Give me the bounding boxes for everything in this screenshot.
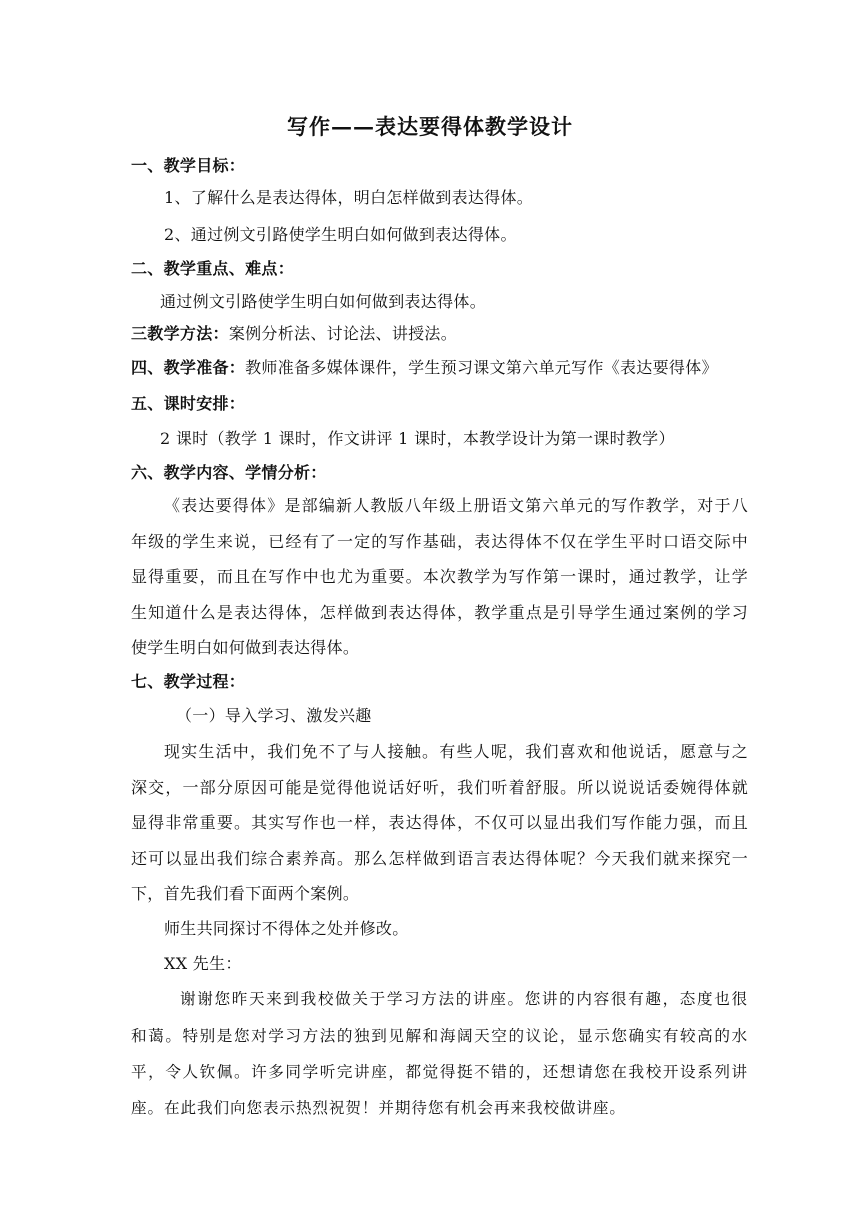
intro-line: 现实生活中，我们免不了与人接触。有些人呢，我们喜欢和他说话，愿意与之 [164, 742, 748, 761]
section-heading-analysis: 六、教学内容、学情分析： [131, 463, 327, 482]
section-heading-process: 七、教学过程： [131, 672, 246, 691]
letter-line: 座。在此我们向您表示热烈祝贺！并期待您有机会再来我校做讲座。 [131, 1099, 626, 1117]
analysis-line: 年级的学生来说，已经有了一定的写作基础，表达得体不仅在学生平时口语交际中 [131, 532, 748, 551]
section-methods [131, 323, 457, 345]
analysis-line: 显得重要，而且在写作中也尤为重要。本次教学为写作第一课时，通过教学，让学 [131, 567, 748, 586]
document-title: 写作——表达要得体教学设计 [287, 114, 573, 139]
discussion-text: 师生共同探讨不得体之处并修改。 [164, 919, 409, 938]
letter-line: 谢谢您昨天来到我校做关于学习方法的讲座。您讲的内容很有趣，态度也很 [180, 990, 748, 1008]
analysis-line: 使学生明白如何做到表达得体。 [131, 638, 360, 657]
objective-item: 1、了解什么是表达得体，明白怎样做到表达得体。 [164, 188, 534, 207]
intro-line: 显得非常重要。其实写作也一样，表达得体，不仅可以显出我们写作能力强，而且 [131, 813, 748, 832]
preparation-text: 教师准备多媒体课件，学生预习课文第六单元写作《表达要得体》 [245, 358, 718, 377]
section-heading-methods: 三教学方法： [131, 324, 229, 343]
section-preparation [131, 357, 718, 379]
section-heading-schedule: 五、课时安排： [131, 394, 246, 413]
section-heading-objectives: 一、教学目标： [131, 156, 246, 175]
letter-line: 平，令人钦佩。许多同学听完讲座，都觉得挺不错的，还想请您在我校开设系列讲 [131, 1063, 748, 1081]
letter-salutation: XX 先生： [164, 954, 242, 973]
schedule-text: 2 课时（教学 1 课时，作文讲评 1 课时，本教学设计为第一课时教学） [160, 429, 675, 448]
intro-line: 下，首先我们看下面两个案例。 [131, 884, 360, 903]
analysis-line: 《表达要得体》是部编新人教版八年级上册语文第六单元的写作教学，对于八 [164, 496, 748, 515]
intro-line: 还可以显出我们综合素养高。那么怎样做到语言表达得体呢？今天我们就来探究一 [131, 849, 748, 868]
methods-text: 案例分析法、讨论法、讲授法。 [228, 324, 458, 343]
section-heading-preparation: 四、教学准备： [131, 358, 246, 377]
objective-item: 2、通过例文引路使学生明白如何做到表达得体。 [164, 225, 517, 244]
key-points-text: 通过例文引路使学生明白如何做到表达得体。 [160, 292, 487, 311]
subsection-heading-intro: （一）导入学习、激发兴趣 [176, 706, 372, 725]
letter-line: 和蔼。特别是您对学习方法的独到见解和海阔天空的议论，显示您确实有较高的水 [131, 1027, 748, 1045]
analysis-line: 生知道什么是表达得体，怎样做到表达得体，教学重点是引导学生通过案例的学习 [131, 603, 748, 622]
section-heading-key-points: 二、教学重点、难点： [131, 259, 295, 278]
intro-line: 深交，一部分原因可能是觉得他说话好听，我们听着舒服。所以说说话委婉得体就 [131, 778, 748, 797]
